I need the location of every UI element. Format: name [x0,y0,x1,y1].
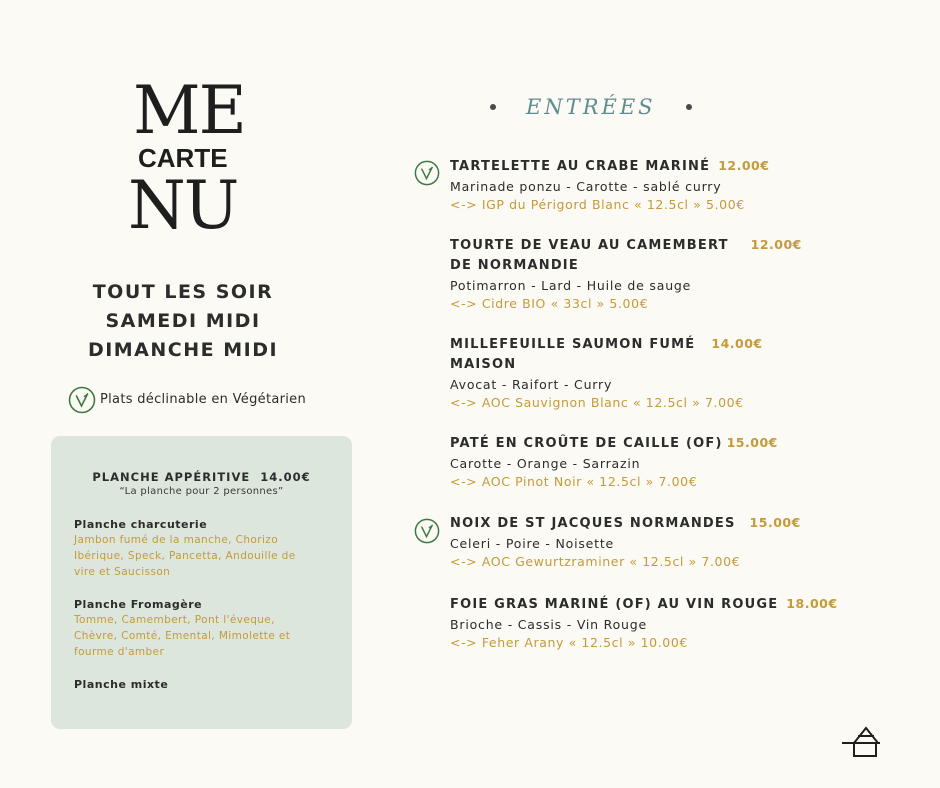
planche-item-line: fourme d'amber [74,646,165,658]
planche-item-name: Planche mixte [74,678,169,691]
dish-item [450,433,850,491]
dish-description: Brioche - Cassis - Vin Rouge [450,617,647,632]
dish-description: Potimarron - Lard - Huile de sauge [450,278,692,293]
planche-item-desc [74,532,329,580]
dish-name [450,433,850,454]
schedule [60,278,306,365]
dish-name [450,594,850,615]
dish-wine-pairing: <-> AOC Pinot Noir « 12.5cl » 7.00€ [450,474,698,489]
section-header [490,95,692,119]
planche-panel [51,436,352,729]
dish-item [450,235,850,313]
dish-price: 15.00€ [749,515,801,530]
dish-name [450,513,850,534]
vegetarian-leaf-icon [68,386,94,412]
section-title: ENTRÉES [526,95,656,119]
dish-description: Avocat - Raifort - Curry [450,377,613,392]
planche-item-line: vire et Saucisson [74,566,171,578]
dish-wine-pairing: <-> AOC Sauvignon Blanc « 12.5cl » 7.00€ [450,395,744,410]
planche-item-line: Ibérique, Speck, Pancetta, Andouille de [74,550,296,562]
dish-wine-pairing: <-> Cidre BIO « 33cl » 5.00€ [450,296,649,311]
planche-price: 14.00€ [260,470,311,484]
planche-item-line: Jambon fumé de la manche, Chorizo [74,534,279,546]
dish-price: 12.00€ [750,237,802,252]
vegetarian-leaf-icon [414,518,440,544]
planche-item-line: Tomme, Camembert, Pont l'éveque, [74,614,275,626]
dish-price: 12.00€ [718,158,770,173]
dish-item [450,594,850,652]
bullet-dot-icon [686,104,692,110]
planche-item-line: Chèvre, Comté, Emental, Mimolette et [74,630,291,642]
dish-wine-pairing: <-> AOC Gewurtzraminer « 12.5cl » 7.00€ [450,554,741,569]
planche-subtitle: “La planche pour 2 personnes” [119,486,284,497]
dish-price: 14.00€ [711,336,763,351]
dish-description: Marinade ponzu - Carotte - sablé curry [450,179,722,194]
dish-name-line: DE NORMANDIE [450,258,579,273]
dish-name-line: FOIE GRAS MARINÉ (OF) AU VIN ROUGE [450,597,779,612]
dish-description: Celeri - Poire - Noisette [450,536,615,551]
logo-nu: NU [128,167,238,244]
vegetarian-legend [68,386,306,412]
dish-name-line: PATÉ EN CROÛTE DE CAILLE (OF) [450,436,723,451]
planche-item-name: Planche Fromagère [74,598,203,611]
vegetarian-leaf-icon [414,160,440,186]
vegetarian-legend-text: Plats déclinable en Végétarien [100,391,306,407]
dish-price: 18.00€ [786,596,838,611]
dish-description: Carotte - Orange - Sarrazin [450,456,641,471]
planche-title-text: PLANCHE APPÉRITIVE [92,470,251,484]
dish-name [450,156,850,177]
house-logo-icon [840,724,882,764]
logo-me: ME [133,72,245,149]
dish-item [450,513,850,571]
schedule-line: SAMEDI MIDI [105,310,261,332]
dish-name-line: MAISON [450,357,517,372]
dish-name-line: MILLEFEUILLE SAUMON FUMÉ [450,337,696,352]
dish-item [450,156,850,214]
schedule-line: TOUT LES SOIR [92,281,274,303]
planche-item-name: Planche charcuterie [74,518,208,531]
planche-title [51,470,352,484]
dish-wine-pairing: <-> IGP du Périgord Blanc « 12.5cl » 5.00€ [450,197,745,212]
dish-price: 15.00€ [726,435,778,450]
planche-item [74,678,329,691]
dish-item [450,334,850,412]
dish-wine-pairing: <-> Feher Arany « 12.5cl » 10.00€ [450,635,688,650]
dish-name-line: NOIX DE ST JACQUES NORMANDES [450,516,736,531]
logo-carte: CARTE [138,143,228,173]
dish-name [450,334,850,375]
dish-name-line: TOURTE DE VEAU AU CAMEMBERT [450,238,729,253]
dish-name [450,235,850,276]
dish-name-line: TARTELETTE AU CRABE MARINÉ [450,159,711,174]
schedule-line: DIMANCHE MIDI [87,339,279,361]
planche-item [74,518,329,580]
bullet-dot-icon [490,104,496,110]
planche-item [74,598,329,660]
planche-item-desc [74,612,329,660]
